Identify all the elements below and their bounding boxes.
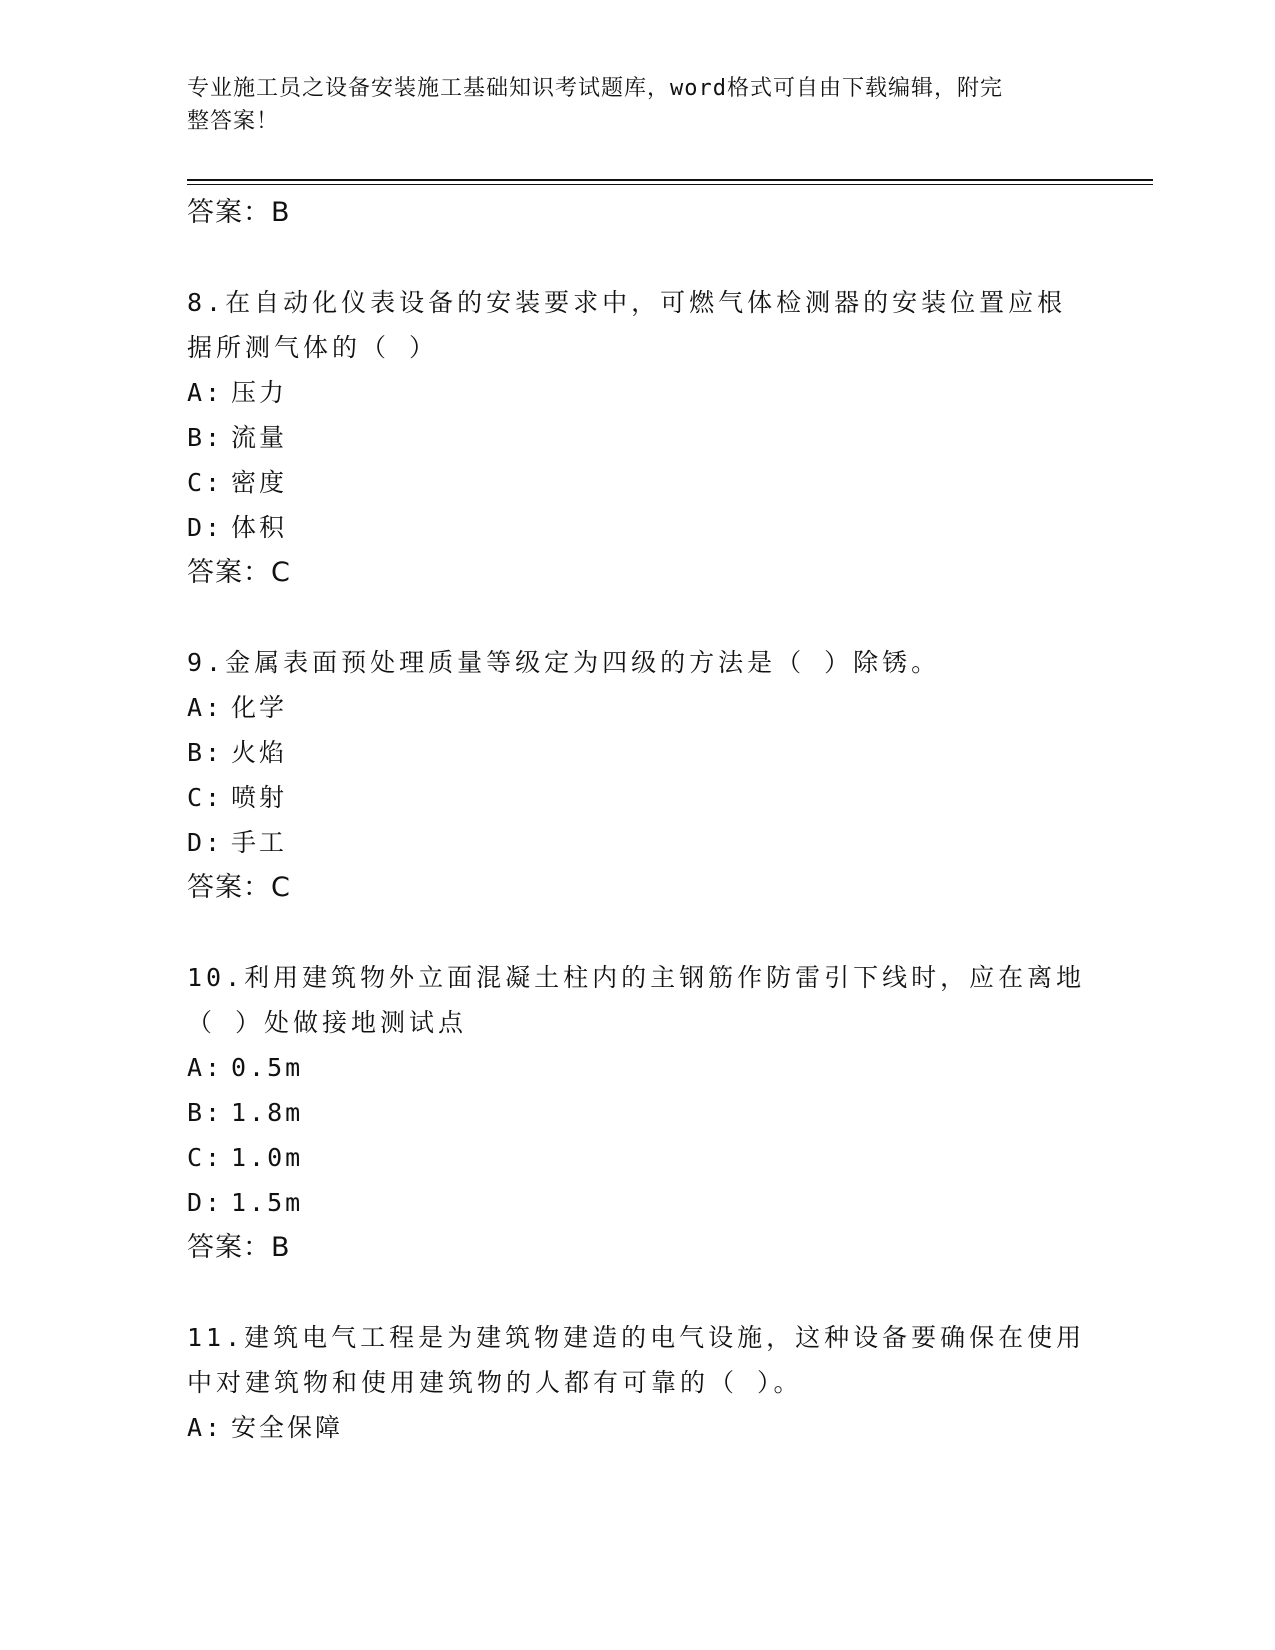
document-body xyxy=(187,190,1087,1450)
question-9: 9.金属表面预处理质量等级定为四级的方法是（ ）除锈。 xyxy=(187,648,941,677)
option-letter: D: xyxy=(187,828,224,857)
option-text: 喷射 xyxy=(231,783,288,812)
question-10-option-d xyxy=(187,1180,1087,1225)
question-9-option-a xyxy=(187,685,1087,730)
option-text: 1.5m xyxy=(231,1188,304,1217)
option-letter: D: xyxy=(187,1188,224,1217)
header-rule-thin xyxy=(187,184,1153,185)
option-text: 0.5m xyxy=(231,1053,304,1082)
question-11: 11.建筑电气工程是为建筑物建造的电气设施，这种设备要确保在使用中对建筑物和使用建筑物的人都有可靠的（ ）。 xyxy=(187,1323,1086,1397)
option-text: 化学 xyxy=(231,693,288,722)
option-text: 体积 xyxy=(231,513,288,542)
question-10-answer: 答案：B xyxy=(187,1232,291,1263)
option-letter: A: xyxy=(187,693,224,722)
option-letter: C: xyxy=(187,468,224,497)
question-10-option-b xyxy=(187,1090,1087,1135)
question-8-option-a xyxy=(187,370,1087,415)
option-letter: A: xyxy=(187,1413,224,1442)
question-8-option-b xyxy=(187,415,1087,460)
question-8-answer: 答案：C xyxy=(187,557,291,588)
header-rule-thick xyxy=(187,179,1153,181)
question-8: 8.在自动化仪表设备的安装要求中，可燃气体检测器的安装位置应根据所测气体的（ ） xyxy=(187,288,1067,362)
option-text: 1.8m xyxy=(231,1098,304,1127)
option-text: 安全保障 xyxy=(231,1413,344,1442)
answer-prev: 答案：B xyxy=(187,197,291,228)
question-8-option-c xyxy=(187,460,1087,505)
option-letter: B: xyxy=(187,423,224,452)
document-header xyxy=(187,72,1067,138)
option-text: 压力 xyxy=(231,378,288,407)
question-10-option-c xyxy=(187,1135,1087,1180)
option-text: 密度 xyxy=(231,468,288,497)
spacer xyxy=(187,595,1087,640)
question-9-answer: 答案：C xyxy=(187,872,291,903)
question-11-option-a xyxy=(187,1405,1087,1450)
question-9-option-d xyxy=(187,820,1087,865)
option-text: 手工 xyxy=(231,828,288,857)
option-letter: A: xyxy=(187,1053,224,1082)
header-line-1: 专业施工员之设备安装施工基础知识考试题库，word格式可自由下载编辑，附完 xyxy=(187,76,1003,101)
spacer xyxy=(187,910,1087,955)
option-letter: A: xyxy=(187,378,224,407)
question-9-option-c xyxy=(187,775,1087,820)
option-letter: B: xyxy=(187,738,224,767)
header-line-2: 整答案！ xyxy=(187,109,280,134)
option-text: 火焰 xyxy=(231,738,288,767)
question-8-option-d xyxy=(187,505,1087,550)
option-letter: D: xyxy=(187,513,224,542)
option-letter: B: xyxy=(187,1098,224,1127)
spacer xyxy=(187,235,1087,280)
question-10-option-a xyxy=(187,1045,1087,1090)
option-text: 流量 xyxy=(231,423,288,452)
option-letter: C: xyxy=(187,1143,224,1172)
question-10: 10.利用建筑物外立面混凝土柱内的主钢筋作防雷引下线时，应在离地（ ）处做接地测试点 xyxy=(187,963,1086,1037)
option-letter: C: xyxy=(187,783,224,812)
question-9-option-b xyxy=(187,730,1087,775)
option-text: 1.0m xyxy=(231,1143,304,1172)
spacer xyxy=(187,1270,1087,1315)
